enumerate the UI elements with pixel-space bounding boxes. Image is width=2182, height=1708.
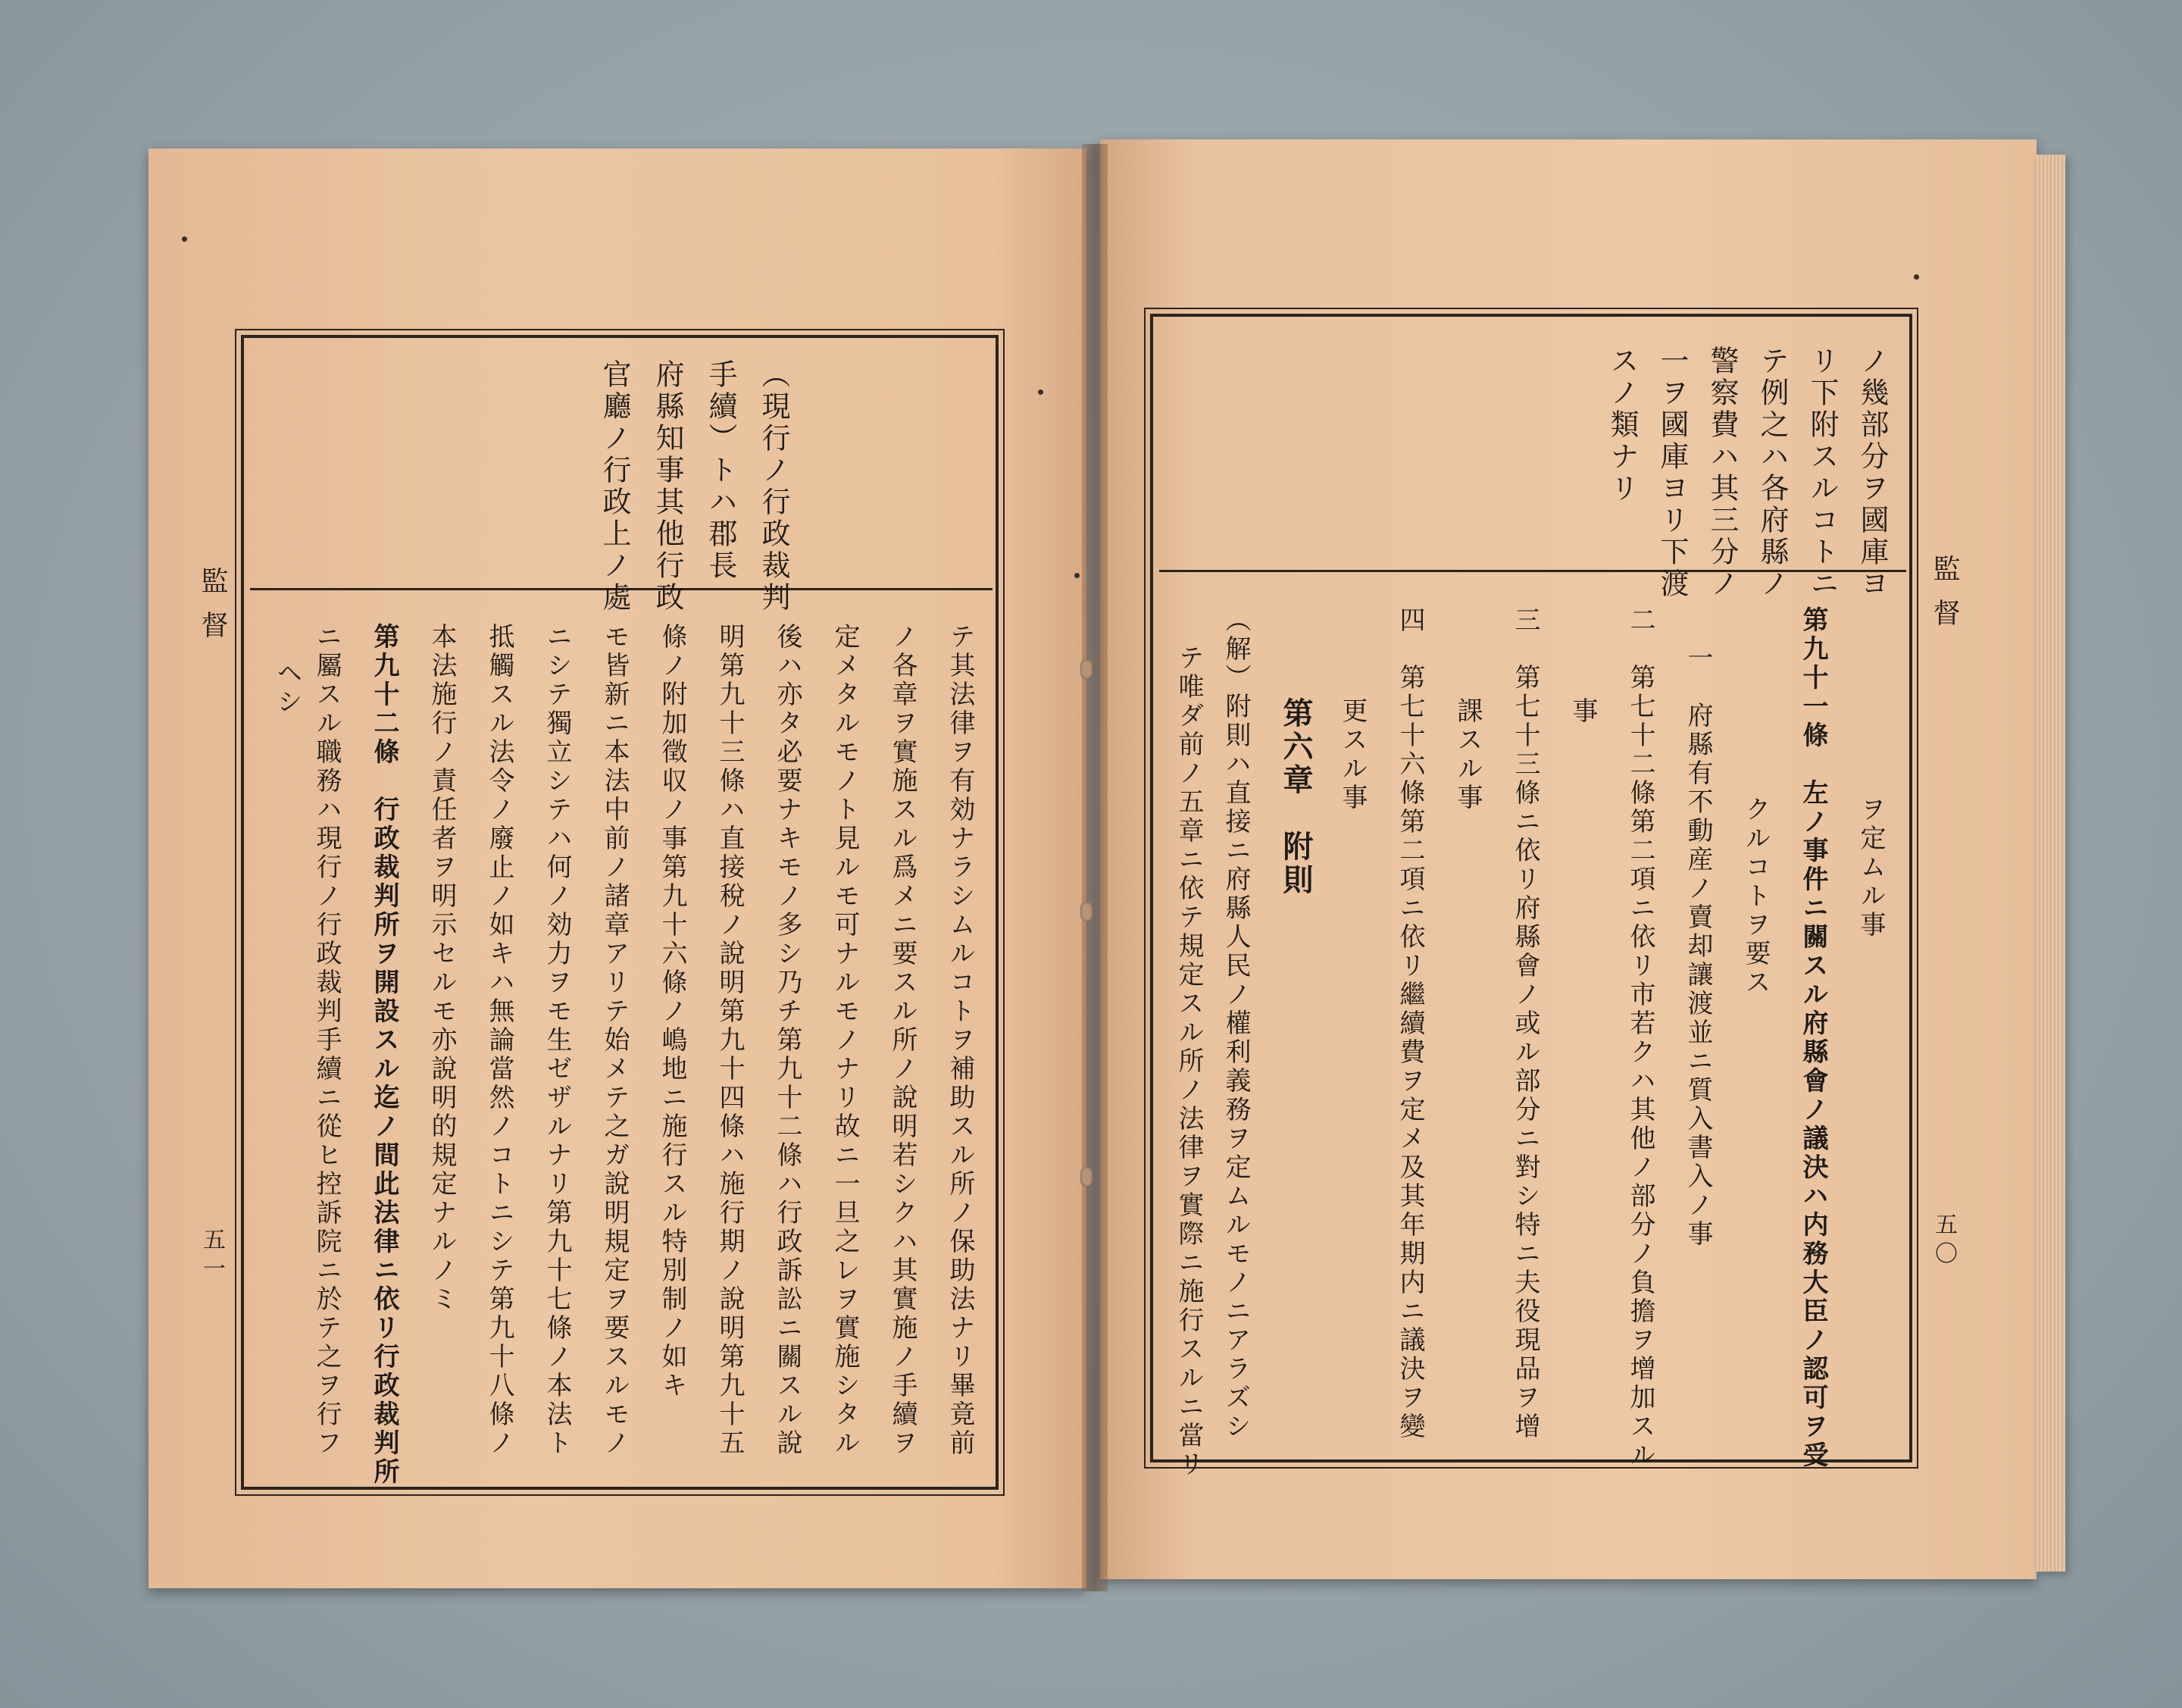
binding-hole bbox=[1080, 659, 1093, 679]
body-column: ニ屬スル職務ハ現行ノ行政裁判手續ニ從ヒ控訴院ニ於テ之ヲ行フ bbox=[311, 623, 342, 1458]
body-column: ノ各章ヲ實施スル爲メニ要スル所ノ說明若シクハ其實施ノ手續ヲ bbox=[887, 623, 918, 1458]
left-running-head: 監督 bbox=[197, 567, 228, 655]
list-item-1: 一 府縣有不動産ノ賣却讓渡並ニ質入書入ノ事 bbox=[1683, 644, 1713, 1249]
note-line: 官廳ノ行政上ノ處 bbox=[598, 359, 631, 614]
body-column: ヘシ bbox=[272, 659, 302, 717]
body-column: 抵觸スル法令ノ廢止ノ如キハ無論當然ノコトニシテ第九十八條ノ bbox=[484, 623, 514, 1458]
note-line: スノ類ナリ bbox=[1605, 346, 1639, 505]
note-line: 一ヲ國庫ヨリ下渡 bbox=[1655, 346, 1689, 600]
list-item-2: 二 第七十二條第二項ニ依リ市若クハ其他ノ部分ノ負擔ヲ增加スル bbox=[1625, 606, 1655, 1470]
paper-speck bbox=[182, 236, 187, 242]
list-item-3: 三 第七十三條ニ依リ府縣會ノ或ル部分ニ對シ特ニ夫役現品ヲ增 bbox=[1510, 606, 1540, 1441]
body-column: 定メタルモノト見ルモ可ナルモノナリ故ニ一旦之レヲ實施シタル bbox=[830, 623, 860, 1458]
note-line: （現行ノ行政裁判 bbox=[757, 359, 790, 614]
body-column: 條ノ附加徵収ノ事第九十六條ノ嶋地ニ施行スル特別制ノ如キ bbox=[657, 623, 687, 1400]
binding-hole bbox=[1080, 1167, 1093, 1187]
chapter-6-heading: 第六章 附則 bbox=[1278, 697, 1314, 897]
paper-speck bbox=[1038, 389, 1043, 395]
note-line: テ例之ハ各府縣ノ bbox=[1755, 346, 1789, 600]
paper-speck bbox=[1914, 274, 1919, 280]
article-92-heading: 第九十二條 行政裁判所ヲ開設スル迄ノ間此法律ニ依リ行政裁判所 bbox=[369, 623, 399, 1487]
body-column: 本法施行ノ責任者ヲ明示セルモ亦說明的規定ナルノミ bbox=[427, 623, 457, 1314]
list-item-4: 四 第七十六條第二項ニ依リ繼續費ヲ定メ及其年期内ニ議決ヲ變 bbox=[1395, 606, 1425, 1441]
body-column: 明第九十三條ハ直接稅ノ說明第九十四條ハ施行期ノ說明第九十五 bbox=[714, 623, 745, 1458]
body-column: テ唯ダ前ノ五章ニ依テ規定スル所ノ法律ヲ實際ニ施行スルニ當リ bbox=[1174, 644, 1204, 1479]
note-line: 警察費ハ其三分ノ bbox=[1705, 346, 1739, 600]
body-column: 事 bbox=[1568, 697, 1598, 726]
note-line: ノ幾部分ヲ國庫ヨ bbox=[1855, 346, 1889, 600]
page-edges bbox=[2037, 155, 2065, 1572]
body-column: モ皆新ニ本法中前ノ諸章アリテ始メテ之ガ說明規定ヲ要スルモノ bbox=[599, 623, 630, 1458]
body-column: （解）附則ハ直接ニ府縣人民ノ權利義務ヲ定ムルモノニアラズシ bbox=[1221, 606, 1251, 1441]
book-gutter bbox=[1082, 144, 1108, 1591]
binding-hole bbox=[1080, 902, 1093, 921]
body-column: ヲ定ムル事 bbox=[1855, 796, 1886, 940]
note-line: 府縣知事其他行政 bbox=[651, 359, 684, 614]
body-column: ニシテ獨立シテハ何ノ効力ヲモ生ゼザルナリ第九十七條ノ本法ト bbox=[542, 623, 572, 1458]
body-column: 後ハ亦タ必要ナキモノ多シ乃チ第九十二條ハ行政訴訟ニ關スル說 bbox=[772, 623, 802, 1458]
body-column: 更スル事 bbox=[1337, 697, 1368, 812]
right-running-head: 監督 bbox=[1929, 555, 1960, 643]
article-91-heading: 第九十一條 左ノ事件ニ關スル府縣會ノ議決ハ内務大臣ノ認可ヲ受 bbox=[1798, 606, 1828, 1470]
body-column: クルコトヲ要ス bbox=[1740, 796, 1771, 997]
paper-speck bbox=[1074, 573, 1080, 578]
note-line: 手續）トハ郡長 bbox=[704, 359, 737, 582]
body-column: 課スル事 bbox=[1452, 697, 1483, 812]
body-column: テ其法律ヲ有効ナラシムルコトヲ補助スル所ノ保助法ナリ畢竟前 bbox=[945, 623, 975, 1458]
note-line: リ下附スルコトニ bbox=[1805, 346, 1839, 600]
left-folio: 五一 bbox=[199, 1228, 225, 1285]
right-folio: 五〇 bbox=[1930, 1212, 1957, 1270]
right-note-divider bbox=[1159, 570, 1906, 572]
